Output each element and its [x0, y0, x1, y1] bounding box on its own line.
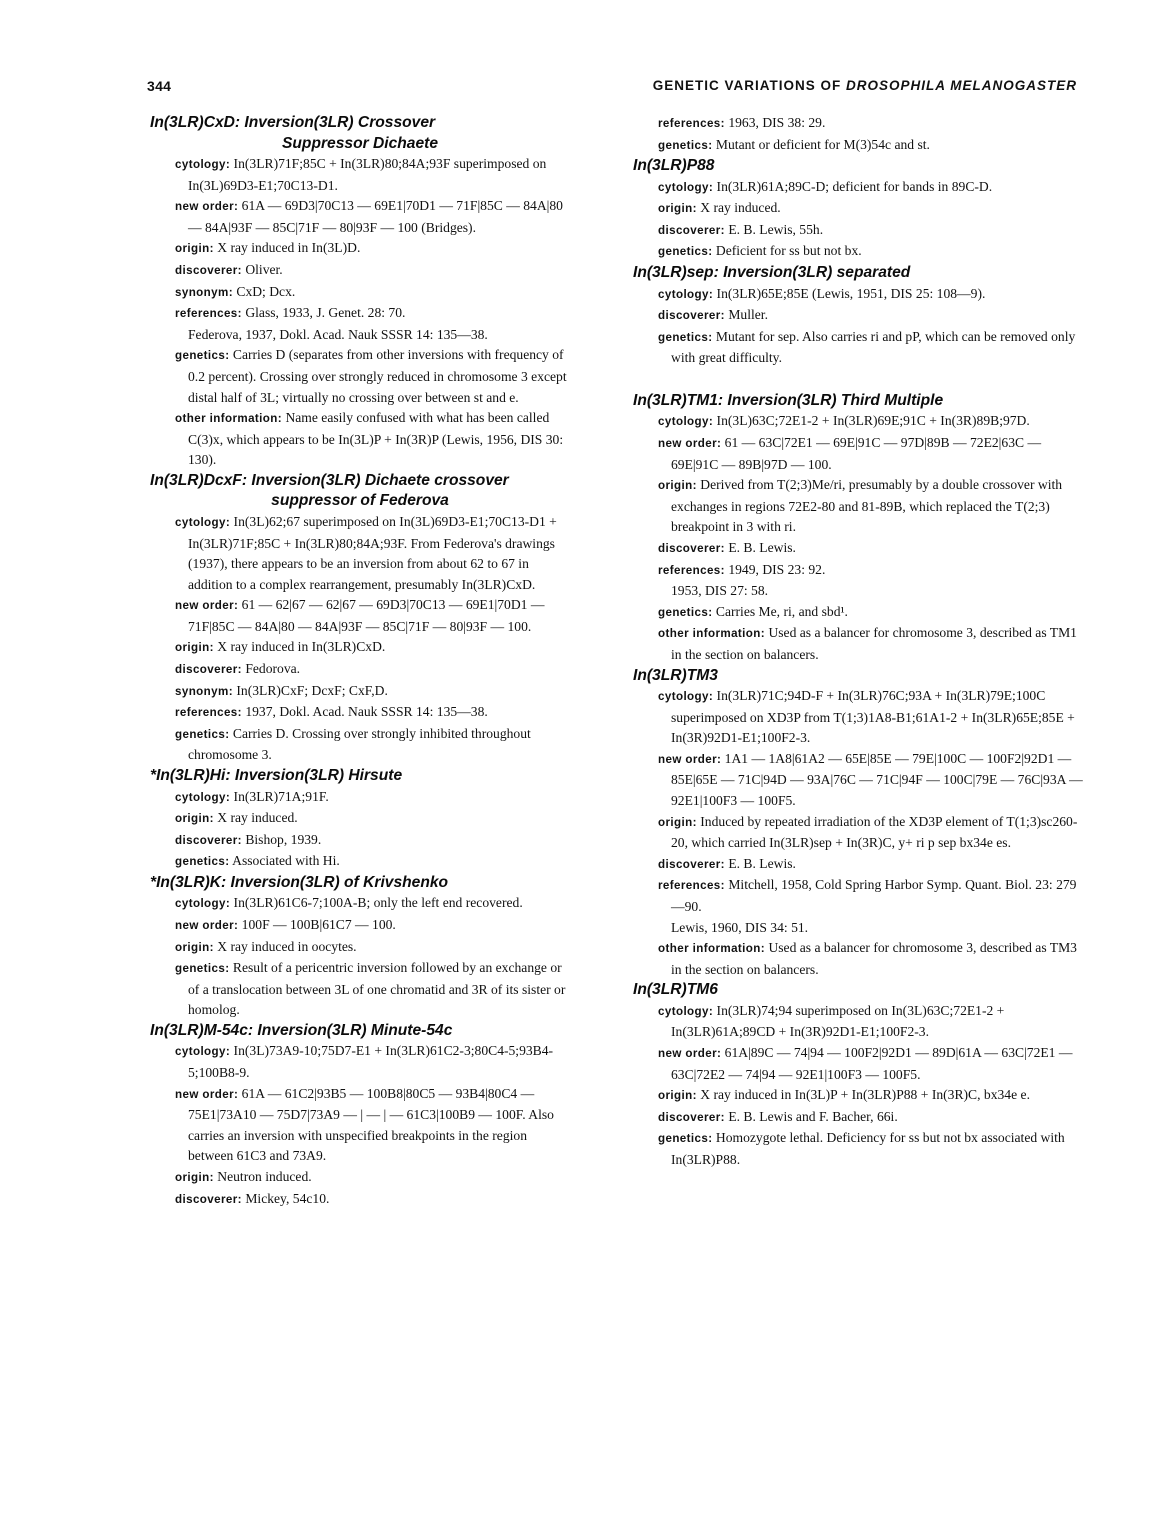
field-label: cytology: [658, 1004, 714, 1018]
catalog-entry [633, 666, 1083, 981]
entry-heading [150, 766, 570, 787]
entry-field [633, 1001, 1083, 1043]
field-text: Derived from T(2;3)Me/ri, presumably by a double crossover with exchanges in regions 72E2-80 and 81-89B, which replaced the T(2;3) breakpoint in 3 with ri. [671, 477, 1063, 535]
field-label: other information: [658, 942, 766, 956]
field-text: Glass, 1933, J. Genet. 28: 70. [245, 305, 406, 321]
entry-field [633, 1128, 1083, 1170]
field-text: 61A|89C — 74|94 — 100F2|92D1 — 89D|61A — 63C|72E1 — 63C|72E2 — 74|94 — 92E1|100F3 — 100F5. [671, 1045, 1073, 1082]
page-number: 344 [147, 78, 172, 94]
field-label: references: [658, 879, 725, 893]
field-label: cytology: [658, 287, 714, 301]
entry-field [633, 198, 1083, 220]
field-text: X ray induced in oocytes. [217, 938, 357, 954]
field-label: new order: [175, 599, 239, 613]
entry-field [150, 1041, 570, 1083]
field-label: genetics: [658, 138, 713, 152]
entry-field [150, 787, 570, 809]
field-label: discoverer: [175, 1192, 242, 1206]
entry-field [150, 345, 570, 408]
field-label: origin: [175, 812, 214, 826]
running-title-prefix: GENETIC VARIATIONS OF [652, 78, 846, 93]
field-text: E. B. Lewis. [728, 540, 796, 555]
entry-title: In(3LR)CxD: Inversion(3LR) Crossover [150, 114, 436, 131]
field-extra-text: Lewis, 1960, DIS 34: 51. [671, 919, 809, 935]
field-text: In(3LR)CxF; DcxF; CxF,D. [236, 682, 388, 698]
field-label: discoverer: [658, 542, 725, 555]
field-label: origin: [658, 479, 697, 493]
entry-field [633, 305, 1083, 327]
entry-field [633, 411, 1083, 433]
entry-field [633, 938, 1083, 980]
field-label: genetics: [658, 245, 713, 259]
field-text: Carries Me, ri, and sbd¹. [715, 603, 848, 619]
field-label: new order: [175, 1087, 239, 1101]
field-label: origin: [175, 242, 214, 256]
field-text: X ray induced in In(3L)P + In(3LR)P88 + In(3R)C, bx34e e. [700, 1087, 1030, 1103]
field-text: Mickey, 54c10. [245, 1190, 330, 1206]
field-label: genetics: [658, 1132, 713, 1146]
field-label: genetics: [175, 727, 230, 741]
entry-title-continuation: suppressor of Federova [271, 492, 449, 510]
entry-field [150, 851, 570, 873]
field-label: discoverer: [175, 663, 242, 677]
catalog-entry [150, 471, 570, 766]
field-label: other information: [175, 412, 283, 426]
entry-heading [150, 471, 570, 512]
field-label: references: [175, 706, 242, 720]
entry-title: In(3LR)sep: Inversion(3LR) separated [633, 264, 911, 282]
entry-heading [150, 873, 570, 894]
field-label: discoverer: [658, 309, 725, 323]
field-label: discoverer: [658, 1110, 725, 1124]
entry-field [150, 915, 570, 937]
field-text: 1949, DIS 23: 92. [728, 561, 826, 577]
field-label: origin: [175, 940, 214, 954]
field-label: references: [175, 307, 242, 321]
field-text: In(3LR)61C6-7;100A-B; only the left end recovered. [233, 895, 523, 911]
entry-field [150, 937, 570, 959]
entry-field [150, 260, 570, 282]
field-label: origin: [175, 641, 214, 655]
entry-field [633, 686, 1083, 749]
field-text: CxD; Dcx. [236, 283, 296, 299]
field-text: Muller. [728, 307, 768, 323]
catalog-entry [633, 113, 1083, 156]
field-text: 61 — 62|67 — 62|67 — 69D3|70C13 — 69E1|70D1 — 71F|85C — 84A|80 — 84A|93F — 85C|71F — 80|93F — 100. [188, 597, 545, 634]
entry-heading [633, 666, 1083, 687]
field-label: genetics: [658, 330, 713, 344]
field-text: In(3L)62;67 superimposed on In(3L)69D3-E1;70C13-D1 + In(3LR)71F;85C + In(3LR)80;84A;93F. From Federova's drawings (1937), there appears to be an inversion from about 62 to 67 in addition to a complex rearrangement, presumably In(3LR)CxD. [188, 513, 557, 592]
entry-field [633, 749, 1083, 812]
entry-title: In(3LR)TM3 [633, 666, 718, 684]
field-text: Fedorova. [245, 661, 301, 677]
field-text: Bishop, 1939. [245, 831, 322, 847]
entry-field [150, 408, 570, 471]
entry-field [150, 282, 570, 304]
entry-field [633, 475, 1083, 538]
field-text: Oliver. [245, 261, 283, 277]
entry-field [633, 538, 1083, 560]
field-text: 1937, Dokl. Acad. Nauk SSSR 14: 135—38. [245, 704, 488, 720]
field-text: In(3LR)71C;94D-F + In(3LR)76C;93A + In(3LR)79E;100C superimposed on XD3P from T(1;3)1A8-B1;61A1-2 + In(3LR)65E;85E + In(3R)92D1-E1;100F2-3. [671, 688, 1075, 746]
entry-title: In(3LR)M-54c: Inversion(3LR) Minute-54c [150, 1021, 453, 1039]
catalog-entry [150, 766, 570, 873]
entry-field [633, 220, 1083, 242]
entry-field [633, 560, 1083, 602]
entry-field [633, 241, 1083, 263]
running-title-italic: DROSOPHILA MELANOGASTER [845, 78, 1077, 93]
running-title [653, 78, 1077, 93]
entry-field [150, 659, 570, 681]
field-label: references: [658, 563, 725, 577]
field-label: genetics: [175, 855, 230, 869]
entry-title: In(3LR)TM6 [633, 981, 718, 999]
field-label: cytology: [658, 180, 714, 194]
entry-field [150, 830, 570, 852]
field-label: origin: [658, 202, 697, 216]
field-text: In(3L)73A9-10;75D7-E1 + In(3LR)61C2-3;80C4-5;93B4-5;100B8-9. [188, 1043, 554, 1081]
catalog-entry [633, 263, 1083, 369]
entry-field [150, 808, 570, 830]
field-text: E. B. Lewis. [728, 855, 796, 871]
entry-field [150, 1167, 570, 1189]
field-text: In(3LR)61A;89C-D; deficient for bands in 89C-D. [716, 178, 993, 194]
field-text: In(3LR)74;94 superimposed on In(3L)63C;72E1-2 + In(3LR)61A;89CD + In(3R)92D1-E1;100F2-3. [671, 1002, 1005, 1040]
field-text: Deficient for ss but not bx. [715, 243, 862, 259]
field-label: cytology: [175, 897, 231, 911]
field-extra-text: Federova, 1937, Dokl. Acad. Nauk SSSR 14: 135—38. [188, 326, 488, 342]
entry-field [150, 893, 570, 915]
entry-title: In(3LR)P88 [633, 157, 715, 175]
field-text: Induced by repeated irradiation of the XD3P element of T(1;3)sc260-20, which carried In(3LR)sep + In(3R)C, y+ ri p sep bx34e es. [671, 813, 1078, 851]
entry-field [150, 154, 570, 196]
entry-field [150, 1084, 570, 1167]
field-text: 61A — 69D3|70C13 — 69E1|70D1 — 71F|85C — 84A|80 — 84A|93F — 85C|71F — 80|93F — 100 (Bridges). [188, 198, 563, 235]
entry-field [633, 1085, 1083, 1107]
entry-field [633, 1107, 1083, 1129]
field-label: cytology: [175, 790, 231, 804]
field-text: In(3LR)71A;91F. [233, 788, 329, 804]
field-text: In(3L)63C;72E1-2 + In(3LR)69E;91C + In(3R)89B;97D. [716, 413, 1030, 429]
field-text: Homozygote lethal. Deficiency for ss but not bx associated with In(3LR)P88. [671, 1130, 1065, 1168]
field-label: origin: [658, 815, 697, 829]
field-text: 100F — 100B|61C7 — 100. [241, 917, 396, 932]
field-text: Carries D. Crossing over strongly inhibited throughout chromosome 3. [188, 725, 531, 763]
field-label: origin: [658, 1089, 697, 1103]
field-label: new order: [658, 437, 722, 451]
field-label: genetics: [658, 605, 713, 619]
catalog-entry [150, 113, 570, 471]
field-label: discoverer: [658, 857, 725, 871]
entry-field [633, 433, 1083, 475]
field-text: Used as a balancer for chromosome 3, described as TM1 in the section on balancers. [671, 625, 1077, 662]
field-text: X ray induced. [217, 810, 298, 826]
entry-heading [633, 980, 1083, 1001]
entry-field [633, 623, 1083, 665]
entry-field [150, 958, 570, 1021]
entry-field [633, 854, 1083, 876]
entry-heading [633, 263, 1083, 284]
entry-field [633, 327, 1083, 369]
catalog-entry [633, 980, 1083, 1170]
field-text: X ray induced in In(3LR)CxD. [217, 639, 386, 655]
catalog-entry [633, 369, 1083, 666]
entry-field [150, 681, 570, 703]
entry-field [633, 135, 1083, 157]
field-label: new order: [175, 200, 239, 214]
field-text: Neutron induced. [217, 1169, 312, 1185]
field-label: synonym: [175, 684, 233, 698]
field-text: Mutant for sep. Also carries ri and pP, which can be removed only with great difficulty. [671, 328, 1076, 366]
field-label: discoverer: [175, 833, 242, 847]
entry-field [633, 284, 1083, 306]
left-column [150, 113, 570, 1210]
entry-heading [633, 391, 1083, 412]
field-text: 1A1 — 1A8|61A2 — 65E|85E — 79E|100C — 100F2|92D1 — 85E|65E — 71C|94D — 93A|76C — 71C|94F — 100C|79E — 76C|93A — 92E1|100F3 — 100F5. [671, 750, 1083, 809]
entry-field [633, 812, 1083, 854]
field-text: In(3LR)71F;85C + In(3LR)80;84A;93F superimposed on In(3L)69D3-E1;70C13-D1. [188, 156, 547, 193]
catalog-entry [633, 156, 1083, 263]
field-label: genetics: [175, 962, 230, 976]
entry-heading [633, 156, 1083, 177]
entry-field [150, 196, 570, 238]
field-label: discoverer: [175, 263, 242, 277]
catalog-entry [150, 873, 570, 1021]
field-text: 1963, DIS 38: 29. [728, 115, 826, 130]
entry-title: *In(3LR)K: Inversion(3LR) of Krivshenko [150, 873, 449, 891]
field-label: origin: [175, 1171, 214, 1185]
field-label: new order: [175, 919, 239, 932]
entry-title: In(3LR)DcxF: Inversion(3LR) Dichaete crossover [150, 471, 509, 489]
field-label: cytology: [175, 158, 231, 171]
field-text: Carries D (separates from other inversions with frequency of 0.2 percent). Crossing over strongly reduced in chromosome 3 except distal half of 3L; virtually no crossing over between st and e. [188, 347, 567, 405]
entry-heading [150, 113, 570, 154]
field-text: 61A — 61C2|93B5 — 100B8|80C5 — 93B4|80C4 — 75E1|73A10 — 75D7|73A9 — | — | — 61C3|100B9 — 100F. Also carries an inversion with unspecified breakpoints in the region between 61C3 and 73A9. [188, 1085, 554, 1164]
entry-field [633, 113, 1083, 135]
entry-title: *In(3LR)Hi: Inversion(3LR) Hirsute [150, 767, 403, 785]
field-text: X ray induced in In(3L)D. [217, 240, 361, 256]
entry-field [633, 177, 1083, 199]
field-label: new order: [658, 752, 722, 766]
field-label: cytology: [175, 515, 231, 529]
field-text: Used as a balancer for chromosome 3, described as TM3 in the section on balancers. [671, 940, 1077, 977]
entry-field [150, 702, 570, 724]
field-label: references: [658, 117, 725, 130]
entry-field [150, 512, 570, 595]
entry-field [150, 595, 570, 637]
field-text: X ray induced. [700, 200, 781, 216]
field-text: Mitchell, 1958, Cold Spring Harbor Symp. Quant. Biol. 23: 279—90. [671, 877, 1077, 914]
field-text: In(3LR)65E;85E (Lewis, 1951, DIS 25: 108—9). [716, 285, 986, 301]
entry-title-continuation: Suppressor Dichaete [282, 134, 438, 152]
field-label: cytology: [658, 415, 714, 429]
field-text: Mutant or deficient for M(3)54c and st. [715, 136, 930, 152]
field-label: new order: [658, 1047, 722, 1061]
entry-field [633, 875, 1083, 938]
field-text: 61 — 63C|72E1 — 69E|91C — 97D|89B — 72E2|63C — 69E|91C — 89B|97D — 100. [671, 435, 1042, 472]
catalog-entry [150, 1021, 570, 1210]
entry-spacer [633, 369, 1083, 391]
field-label: other information: [658, 627, 766, 641]
entry-field [633, 602, 1083, 624]
field-label: discoverer: [658, 223, 725, 237]
entry-field [150, 1189, 570, 1211]
field-label: cytology: [658, 690, 714, 704]
entry-title: In(3LR)TM1: Inversion(3LR) Third Multiple [633, 391, 944, 409]
field-label: synonym: [175, 285, 233, 299]
entry-field [150, 303, 570, 345]
entry-field [633, 1043, 1083, 1085]
field-text: E. B. Lewis and F. Bacher, 66i. [728, 1108, 898, 1124]
right-column [633, 113, 1083, 1171]
entry-field [150, 724, 570, 766]
entry-field [150, 238, 570, 260]
field-label: cytology: [175, 1045, 231, 1059]
field-text: E. B. Lewis, 55h. [728, 221, 824, 237]
entry-field [150, 637, 570, 659]
field-text: Result of a pericentric inversion followed by an exchange or of a translocation between 3L of one chromatid and 3R of its sister or homolog. [188, 960, 566, 1018]
entry-heading [150, 1021, 570, 1042]
field-extra-text: 1953, DIS 27: 58. [671, 583, 769, 599]
field-text: Name easily confused with what has been called C(3)x, which appears to be In(3L)P + In(3R)P (Lewis, 1956, DIS 30: 130). [188, 410, 564, 468]
field-text: Associated with Hi. [232, 853, 340, 869]
field-label: genetics: [175, 349, 230, 363]
